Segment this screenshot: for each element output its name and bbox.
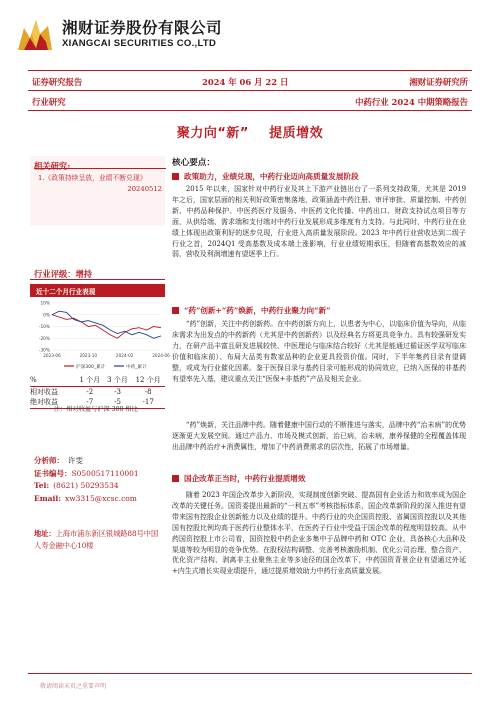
company-name-cn: 湘财证券股份有限公司	[62, 19, 223, 37]
perf-header-3m: 3 个月	[104, 375, 132, 386]
section-paragraph: “药”焕新，关注品牌中药。随着健康中国行动的不断推进与落实，品牌中药“治未病”的优势逐渐更大发展空间。通过产品力、市场及模式创新，治已病，治未病，康养保健的全程覆盖体现出品牌中药治疗+消费属性，增加了中药消费需求的层次性，拓展了市场增量。	[172, 421, 466, 451]
section-heading-1	[172, 171, 359, 182]
rating-divider	[30, 279, 165, 280]
chart-x-tick-label: 2023-10	[79, 353, 98, 358]
address-block	[34, 528, 164, 552]
bullet-square-icon	[172, 173, 179, 180]
analyst-label: 分析师：	[34, 456, 64, 465]
section-paragraph: “药”创新，关注中药创新药。在中药创新方向上，以患者为中心，以临床价值为导向，从临床需求为出发点的中药新药（尤其是中药创新药）以及经典名方将更具竞争力。具有较强研发实力，在研产品丰富且研发进展较快、中医理论与临床结合较好（尤其是能通过循证医学双写临床价值和临床前）、布局大品类有数家品种的企业更具投资价值。同时，下半年集药目录有望调整，或成为行业催化因素。鉴于医保目录与基药目录可能形成的协同效应，已纳入医保的非基药有望率先入基，建议重点关注“医保+非基药”产品及相关企业。	[172, 320, 466, 383]
footer-disclaimer: 敬请阅读末页之重要声明	[40, 683, 107, 690]
perf-header-1m: 1 个月	[76, 375, 104, 386]
chart-x-ticks	[43, 353, 170, 358]
license-label: 证书编号：	[34, 468, 72, 478]
chart-y-tick-label: 0%	[43, 313, 50, 319]
chart-grid	[52, 303, 161, 350]
chart-series-line-2	[52, 311, 161, 338]
chart-x-tick-label: 2023-06	[43, 353, 61, 358]
industry-performance-chart	[30, 298, 170, 372]
related-research-heading: 相关研究:	[34, 161, 71, 171]
bullet-square-icon	[172, 307, 179, 314]
report-category: 行业研究	[32, 97, 66, 107]
address-label: 地址：	[34, 529, 56, 538]
bullet-square-icon	[172, 475, 179, 482]
company-logo	[14, 14, 56, 56]
footer-divider	[28, 673, 472, 674]
related-item[interactable]	[38, 173, 162, 194]
report-sub-category: 中药行业 2024 中期策略报告	[355, 97, 468, 107]
header-divider-top	[28, 70, 472, 71]
key-points-title: 核心要点：	[172, 158, 215, 168]
chart-title: 近十二个月行业表现	[36, 288, 96, 296]
legend-label-tcm: 中药_累计	[126, 365, 147, 370]
perf-cell: -8	[144, 387, 152, 396]
chart-y-tick-label: -20%	[38, 336, 50, 342]
analyst-name: 许雯	[68, 456, 83, 465]
license-number: S0500517110001	[71, 468, 139, 478]
related-item-date: 20240512	[127, 184, 162, 193]
report-date: 2024 年 06 月 22 日	[202, 77, 289, 87]
performance-table-header	[30, 375, 165, 386]
section-paragraph: 随着 2023 年国企改革步入新阶段，实现制度创新突破、提高国有企业活力和效率成为国企改革的关键任务。国资委提出最新的“一利五率”考核指标体系，国企改革新阶段的深入推进有望带来国有控股企业创新能力以及业绩的提升。中药行业的央企国资控股、省属国资控股以及其他国有控股比例均高于医药行业整体水平，在医药子行业中受益于国企改革的程度明显较高。从中药国资控股上市公司看，国资控股中药企业多集中于品牌中药和 OTC 企业，具备核心大品种及渠道等较为明显的竞争优势。在股权结构调整、完善考核激励机制、优化公司治理、整合资产、优化资产结构、剥离非主业聚焦主业等多途径的国企改革下，中药国资背景企业有望通过外延+内生式增长实现业绩提升，通过提质增效助力中药行业高质量发展。	[172, 491, 466, 576]
perf-row-label: 相对收益	[30, 387, 58, 396]
perf-cell: -17	[131, 397, 165, 408]
table-row	[30, 386, 165, 397]
page-title: 聚力向“新” 提质增效	[176, 126, 324, 141]
industry-rating: 行业评级：增持	[34, 269, 93, 279]
chart-y-tick-label: -30%	[38, 348, 50, 354]
perf-header-12m: 12 个月	[131, 375, 165, 386]
chart-series	[52, 311, 161, 338]
perf-header-unit: %	[30, 375, 76, 386]
chart-x-tick-label: 2024-02	[115, 353, 134, 358]
chart-y-ticks	[39, 301, 50, 354]
chart-legend	[64, 363, 147, 370]
perf-cell: -2	[86, 387, 94, 396]
header-divider-bottom	[28, 110, 472, 111]
section-heading-text: 政策助力，业绩兑现，中药行业迈向高质量发展阶段	[184, 172, 359, 181]
perf-cell: -5	[104, 397, 132, 408]
legend-label-hs300: 沪深300_累计	[76, 365, 106, 370]
report-type: 证券研究报告	[32, 77, 83, 87]
email-label: Email:	[34, 493, 61, 503]
section-heading-3	[172, 473, 306, 484]
chart-y-tick-label: -10%	[38, 325, 50, 330]
address-text: 上海市浦东新区银城路88号中国人寿金融中心10楼	[34, 529, 159, 550]
chart-x-tick-label: 2024-06	[152, 353, 170, 358]
section-heading-2	[172, 305, 330, 316]
header-divider-mid	[28, 90, 472, 91]
perf-cell: -7	[76, 397, 104, 408]
analyst-block	[34, 455, 139, 505]
section-heading-text: “药”创新+“药”焕新，中药行业聚力向“新”	[184, 306, 331, 315]
related-item-title[interactable]: 1.《政策持续呈放，业绩不断兑现》	[38, 174, 147, 182]
section-paragraph: 2015 年以来，国家针对中药行业及其上下游产业链出台了一系列支持政策，尤其是 2019 年之后，国家层面的相关利好政策密集落地，政策涵盖中药注册、审评审批、质量控制、中药创新、中药品种保护、中医药医疗及服务、中医药文化传播、中药出口、财政支持试点项目等方面，从供给端、需求端和支付端对中药行业发展形成多维度有力支持。与此同时，中药行业在业绩上体现出政策利好的逐步兑现，行业进入高质量发展阶段。2023 年中药行业营收达到二级子行业之首，2024Q1 受高基数及成本端上涨影响，行业业绩短期承压，但随着高基数效应的减弱，营收及利润增速有望逐季上行。	[172, 185, 466, 259]
company-name-en: XIANGCAI SECURITIES CO.,LTD	[62, 38, 217, 49]
related-divider	[34, 168, 166, 169]
email-address[interactable]: xw3315@xcsc.com	[64, 493, 137, 503]
section-heading-text: 国企改革正当时，中药行业提质增效	[184, 474, 306, 483]
institute-name: 湘财证券研究所	[409, 77, 468, 87]
perf-cell: -3	[114, 387, 121, 396]
tel-label: Tel:	[34, 481, 50, 490]
perf-table-note: 注：相对收益与沪深 300 相比	[54, 406, 138, 413]
chart-y-tick-label: 10%	[40, 301, 50, 307]
tel-number: (8621) 50293534	[53, 481, 119, 490]
perf-row-label: 绝对收益	[30, 397, 76, 408]
